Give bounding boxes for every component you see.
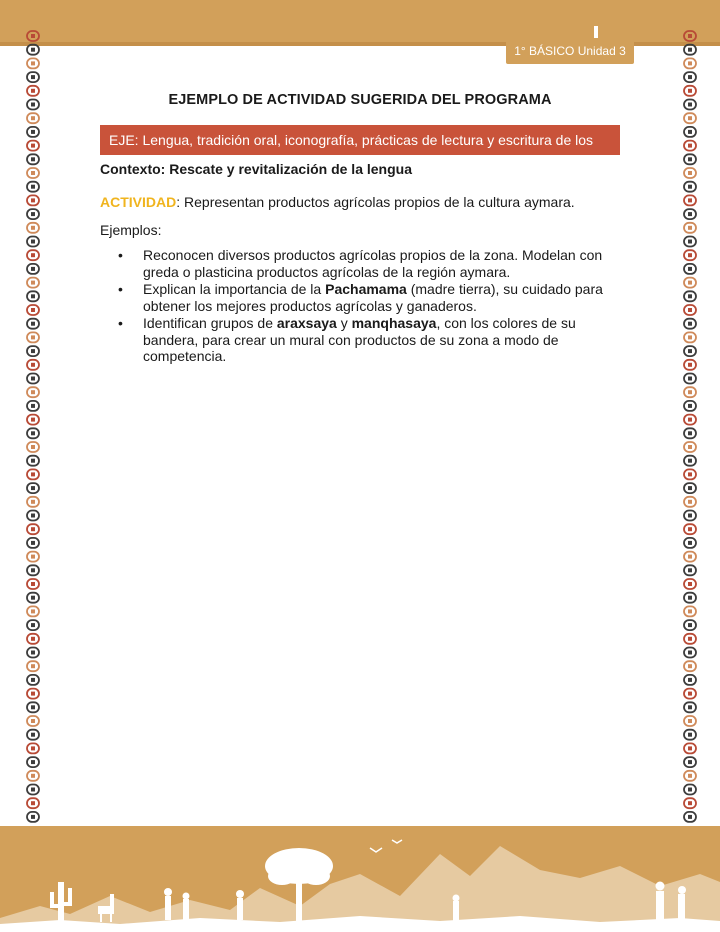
border-motif-icon bbox=[27, 785, 39, 795]
border-motif-icon bbox=[684, 278, 696, 288]
border-motif-icon bbox=[27, 648, 39, 658]
border-motif-icon bbox=[684, 360, 696, 370]
border-motif-icon bbox=[684, 620, 696, 630]
border-motif-icon bbox=[684, 72, 696, 82]
border-motif-icon bbox=[684, 250, 696, 260]
border-motif-icon bbox=[27, 374, 39, 384]
border-motif-icon bbox=[27, 58, 39, 68]
border-motif-icon bbox=[684, 86, 696, 96]
border-motif-icon bbox=[684, 209, 696, 219]
border-motif-icon bbox=[684, 675, 696, 685]
border-motif-icon bbox=[27, 195, 39, 205]
border-motif-icon bbox=[684, 606, 696, 616]
border-motif-icon bbox=[27, 141, 39, 151]
border-motif-icon bbox=[27, 579, 39, 589]
border-motif-icon bbox=[684, 511, 696, 521]
list-item bbox=[100, 315, 620, 365]
border-motif-icon bbox=[27, 620, 39, 630]
border-motif-icon bbox=[684, 538, 696, 548]
border-motif-icon bbox=[27, 278, 39, 288]
border-motif-icon bbox=[27, 538, 39, 548]
grade-unit-badge: 1° BÁSICO Unidad 3 bbox=[506, 38, 634, 64]
border-motif-icon bbox=[27, 237, 39, 247]
border-motif-icon bbox=[27, 812, 39, 822]
border-motif-icon bbox=[684, 483, 696, 493]
activity-text: : Representan productos agrícolas propios de la cultura aymara. bbox=[176, 194, 575, 210]
border-motif-icon bbox=[27, 415, 39, 425]
border-motif-icon bbox=[27, 360, 39, 370]
page-title: EJEMPLO DE ACTIVIDAD SUGERIDA DEL PROGRAMA bbox=[168, 92, 552, 108]
context-heading: Contexto: Rescate y revitalización de la lengua bbox=[100, 161, 412, 177]
border-motif-icon bbox=[27, 209, 39, 219]
border-motif-icon bbox=[27, 675, 39, 685]
border-motif-icon bbox=[684, 469, 696, 479]
border-motif-icon bbox=[27, 716, 39, 726]
border-motif-icon bbox=[684, 565, 696, 575]
badge-notch bbox=[594, 26, 598, 38]
border-motif-icon bbox=[684, 305, 696, 315]
bullet-text-post: (madre tierra), su cuidado para obtener los mejores productos agrícolas y ganaderos. bbox=[143, 281, 603, 314]
border-motif-icon bbox=[27, 250, 39, 260]
border-motif-icon bbox=[684, 415, 696, 425]
bullet-bold-term: manqhasaya bbox=[351, 315, 437, 331]
border-motif-icon bbox=[684, 579, 696, 589]
border-motif-icon bbox=[684, 785, 696, 795]
border-motif-icon bbox=[27, 305, 39, 315]
border-motif-icon bbox=[684, 661, 696, 671]
border-motif-icon bbox=[684, 593, 696, 603]
border-motif-icon bbox=[684, 141, 696, 151]
border-motif-icon bbox=[27, 661, 39, 671]
border-motif-icon bbox=[684, 374, 696, 384]
border-motif-icon bbox=[684, 127, 696, 137]
bullet-bold-term: Pachamama bbox=[325, 281, 407, 297]
bullet-icon: • bbox=[118, 247, 123, 263]
border-motif-icon bbox=[684, 113, 696, 123]
border-motif-icon bbox=[684, 456, 696, 466]
footer-landscape-illustration bbox=[0, 826, 720, 932]
border-motif-icon bbox=[684, 346, 696, 356]
border-motif-icon bbox=[684, 195, 696, 205]
border-motif-icon bbox=[27, 45, 39, 55]
border-motif-icon bbox=[27, 743, 39, 753]
bullet-bold-term: araxsaya bbox=[276, 315, 337, 331]
right-andean-border-pattern bbox=[681, 30, 699, 826]
list-item bbox=[100, 247, 620, 280]
border-motif-icon bbox=[27, 757, 39, 767]
border-motif-icon bbox=[684, 798, 696, 808]
border-motif-icon bbox=[27, 771, 39, 781]
border-motif-icon bbox=[27, 332, 39, 342]
eje-banner: EJE: Lengua, tradición oral, iconografía, prácticas de lectura y escritura de los bbox=[100, 125, 620, 155]
bullet-text: Reconocen diversos productos agrícolas propios de la zona. Modelan con greda o plasticina productos agrícolas de la región aymara. bbox=[143, 247, 603, 280]
examples-heading: Ejemplos: bbox=[100, 222, 162, 238]
border-motif-icon bbox=[27, 223, 39, 233]
border-motif-icon bbox=[27, 72, 39, 82]
border-motif-icon bbox=[684, 223, 696, 233]
border-motif-icon bbox=[684, 182, 696, 192]
bullet-text-mid: y bbox=[336, 315, 352, 331]
border-motif-icon bbox=[27, 154, 39, 164]
border-motif-icon bbox=[27, 456, 39, 466]
border-motif-icon bbox=[684, 168, 696, 178]
border-motif-icon bbox=[684, 428, 696, 438]
border-motif-icon bbox=[27, 606, 39, 616]
border-motif-icon bbox=[27, 593, 39, 603]
bullet-text-pre: Identifican grupos de bbox=[143, 315, 277, 331]
border-motif-icon bbox=[684, 524, 696, 534]
border-motif-icon bbox=[684, 31, 696, 41]
border-motif-icon bbox=[27, 291, 39, 301]
border-motif-icon bbox=[684, 154, 696, 164]
border-motif-icon bbox=[684, 689, 696, 699]
border-motif-icon bbox=[27, 182, 39, 192]
border-motif-icon bbox=[27, 497, 39, 507]
activity-label: ACTIVIDAD bbox=[100, 194, 177, 210]
examples-list bbox=[100, 247, 620, 366]
border-motif-icon bbox=[27, 401, 39, 411]
border-motif-icon bbox=[684, 45, 696, 55]
border-motif-icon bbox=[27, 798, 39, 808]
border-motif-icon bbox=[684, 291, 696, 301]
border-motif-icon bbox=[27, 319, 39, 329]
border-motif-icon bbox=[27, 100, 39, 110]
border-motif-icon bbox=[684, 100, 696, 110]
border-motif-icon bbox=[684, 237, 696, 247]
border-motif-icon bbox=[27, 702, 39, 712]
border-motif-icon bbox=[27, 86, 39, 96]
border-motif-icon bbox=[684, 58, 696, 68]
border-motif-icon bbox=[27, 442, 39, 452]
border-motif-icon bbox=[27, 565, 39, 575]
border-motif-icon bbox=[684, 648, 696, 658]
border-motif-icon bbox=[27, 31, 39, 41]
border-motif-icon bbox=[684, 319, 696, 329]
border-motif-icon bbox=[27, 730, 39, 740]
border-motif-icon bbox=[27, 689, 39, 699]
border-motif-icon bbox=[27, 168, 39, 178]
border-motif-icon bbox=[684, 264, 696, 274]
border-motif-icon bbox=[684, 401, 696, 411]
border-motif-icon bbox=[684, 743, 696, 753]
bullet-icon: • bbox=[118, 281, 123, 297]
bullet-text-pre: Explican la importancia de la bbox=[143, 281, 326, 297]
border-motif-icon bbox=[27, 127, 39, 137]
border-motif-icon bbox=[27, 552, 39, 562]
border-motif-icon bbox=[684, 387, 696, 397]
border-motif-icon bbox=[684, 634, 696, 644]
border-motif-icon bbox=[27, 346, 39, 356]
border-motif-icon bbox=[684, 332, 696, 342]
border-motif-icon bbox=[27, 469, 39, 479]
left-andean-border-pattern bbox=[24, 30, 42, 826]
border-motif-icon bbox=[684, 730, 696, 740]
border-motif-icon bbox=[27, 428, 39, 438]
bullet-text-post: , con los colores de su bandera, para crear un mural con productos de su zona a modo de competencia. bbox=[143, 315, 576, 364]
bullet-icon: • bbox=[118, 315, 123, 331]
border-motif-icon bbox=[684, 812, 696, 822]
border-motif-icon bbox=[684, 702, 696, 712]
border-motif-icon bbox=[27, 113, 39, 123]
border-motif-icon bbox=[684, 757, 696, 767]
list-item bbox=[100, 281, 620, 314]
border-motif-icon bbox=[684, 771, 696, 781]
border-motif-icon bbox=[684, 552, 696, 562]
border-motif-icon bbox=[27, 264, 39, 274]
border-motif-icon bbox=[684, 716, 696, 726]
border-motif-icon bbox=[27, 524, 39, 534]
border-motif-icon bbox=[27, 387, 39, 397]
border-motif-icon bbox=[684, 442, 696, 452]
border-motif-icon bbox=[27, 511, 39, 521]
border-motif-icon bbox=[27, 634, 39, 644]
activity-line bbox=[100, 194, 575, 210]
border-motif-icon bbox=[684, 497, 696, 507]
border-motif-icon bbox=[27, 483, 39, 493]
